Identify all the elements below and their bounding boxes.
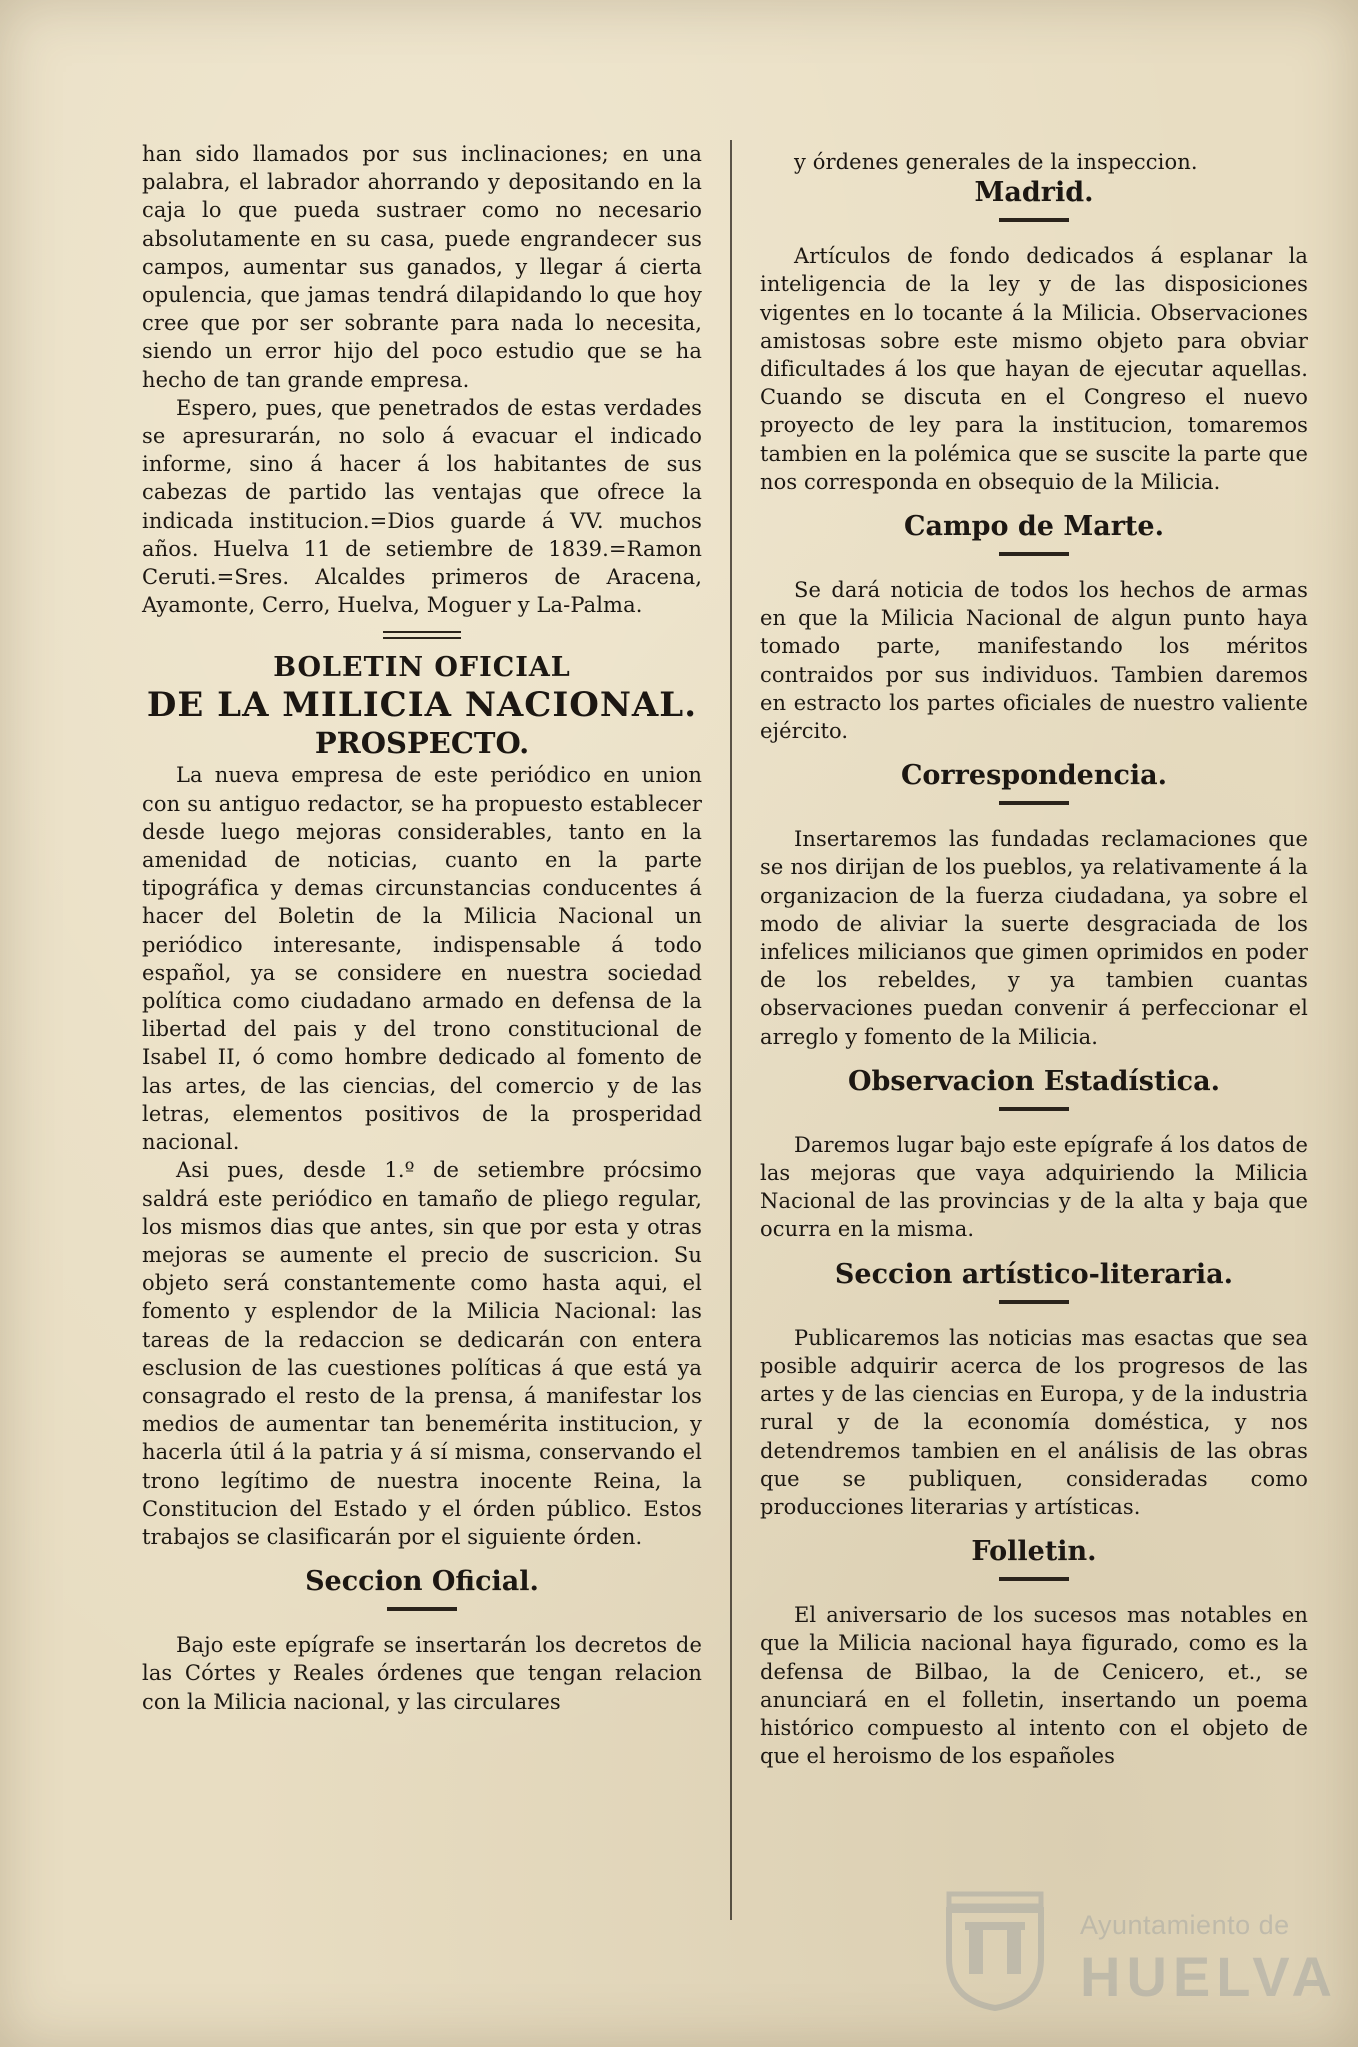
short-rule: [999, 1300, 1069, 1304]
section-heading-folletin: Folletin.: [971, 1536, 1097, 1568]
double-rule-divider: [383, 631, 461, 639]
left-column: [142, 140, 702, 1716]
paragraph-circular-closing: Espero, pues, que penetrados de estas verdades se apresurarán, no solo á evacuar el indicado informe, sino á hacer á los habitantes de sus cabezas de partido las ventajas que ofrece la indicada institucion.=Dios guarde á VV. muchos años. Huelva 11 de setiembre de 1839.=Ramon Ceruti.=Sres. Alcaldes primeros de Aracena, Ayamonte, Cerro, Huelva, Moguer y La-Palma.: [142, 395, 702, 618]
paragraph-continuation: han sido llamados por sus inclinaciones; en una palabra, el labrador ahorrando y depositando en la caja lo que pueda sustraer como no necesario absolutamente en su casa, puede engrandecer sus campos, aumentar sus ganados, y llegar á cierta opulencia, que jamas tendrá dilapidando lo que hoy cree que por ser sobrante para nada lo necesita, siendo un error hijo del poco estudio que se ha hecho de tan grande empresa.: [142, 142, 702, 392]
archive-watermark: [935, 1888, 1338, 2018]
short-rule: [999, 801, 1069, 805]
paragraph-folletin: El aniversario de los sucesos mas notables en que la Milicia nacional haya figurado, como es la defensa de Bilbao, la de Cenicero, et., se anunciará en el folletin, insertando un poema histórico compuesto al intento con el objeto de que el heroismo de los españoles: [760, 1603, 1308, 1769]
right-column: [760, 148, 1308, 1770]
paragraph-prospecto-intro: La nueva empresa de este periódico en union con su antiguo redactor, se ha propuesto establecer desde luego mejoras considerables, tanto en la amenidad de noticias, cuanto en la parte tipográfica y demas circunstancias conducentes á hacer del Boletin de la Milicia Nacional un periódico interesante, indispensable á todo español, ya se considere en nuestra sociedad política como ciudadano armado en defensa de la libertad del pais y del trono constitucional de Isabel II, ó como hombre dedicado al fomento de las artes, de las ciencias, del comercio y de las letras, elementos positivos de la prosperidad nacional.: [142, 763, 702, 1155]
paragraph-prospecto-object: Asi pues, desde 1.º de setiembre prócsimo saldrá este periódico en tamaño de pliego regular, los mismos dias que antes, sin que por esta y otras mejoras se aumente el precio de suscricion. Su objeto será constantemente como hasta aqui, el fomento y esplendor de la Milicia Nacional: las tareas de la redaccion se dedicarán con entera esclusion de las cuestiones políticas á que está ya consagrado el resto de la prensa, á manifestar los medios de aumentar tan benemérita institucion, y hacerla útil á la patria y á sí misma, conservando el trono legítimo de nuestra inocente Reina, la Constitucion del Estado y el órden público. Estos trabajos se clasificarán por el siguiente órden.: [142, 1158, 702, 1549]
paragraph-oficial: Bajo este epígrafe se insertarán los decretos de las Córtes y Reales órdenes que tengan relacion con la Milicia nacional, y las circulares: [142, 1633, 702, 1714]
watermark-line1: Ayuntamiento de: [1080, 1910, 1290, 1940]
paragraph-campo-de-marte: Se dará noticia de todos los hechos de armas en que la Milicia Nacional de algun punto haya tomado parte, manifestando los méritos contraidos por sus individuos. Tambien daremos en estracto los partes oficiales de nuestro valiente ejército.: [760, 578, 1308, 744]
section-heading-artistico-literaria: Seccion artístico-literaria.: [834, 1258, 1234, 1290]
milicia-title: DE LA MILICIA NACIONAL.: [146, 685, 698, 726]
section-heading-observacion: Observacion Estadística.: [847, 1065, 1221, 1097]
paragraph-artistico-literaria: Publicaremos las noticias mas esactas que sea posible adquirir acerca de los progresos de las artes y de las ciencias en Europa, y de la industria rural y de la economía doméstica, y nos detendremos tambien en el análisis de las obras que se publiquen, consideradas como producciones literarias y artísticas.: [760, 1325, 1308, 1519]
short-rule: [999, 552, 1069, 556]
paragraph-correspondencia: Insertaremos las fundadas reclamaciones que se nos dirijan de los pueblos, ya relativamente á la organizacion de la fuerza ciudadana, ya sobre el modo de aliviar la suerte desgraciada de los infelices milicianos que gimen oprimidos en poder de los rebeldes, y ya tambien cuantas observaciones puedan convenir á perfeccionar el arreglo y fomento de la Milicia.: [760, 827, 1308, 1049]
section-heading-oficial: Seccion Oficial.: [305, 1566, 539, 1598]
prospecto-title: PROSPECTO.: [314, 726, 530, 761]
section-heading-madrid: Madrid.: [974, 177, 1094, 209]
paragraph-madrid: Artículos de fondo dedicados á esplanar la inteligencia de la ley y de las disposiciones vigentes en lo tocante á la Milicia. Observaciones amistosas sobre este mismo objeto para obviar dificultades á los que hayan de ejecutar aquellas. Cuando se discuta en el Congreso el nuevo proyecto de ley para la institucion, tomaremos tambien en la polémica que se suscite la parte que nos corresponda en obsequio de la Milicia.: [760, 244, 1308, 494]
paragraph-observacion: Daremos lugar bajo este epígrafe á los datos de las mejoras que vaya adquiriendo la Milicia Nacional de las provincias y de la alta y baja que ocurra en la misma.: [760, 1132, 1308, 1242]
watermark-line2: HUELVA: [1080, 1945, 1338, 2008]
section-heading-correspondencia: Correspondencia.: [900, 760, 1168, 792]
short-rule: [999, 1107, 1069, 1111]
section-heading-campo-de-marte: Campo de Marte.: [904, 511, 1164, 543]
boletin-title: BOLETIN OFICIAL: [273, 652, 571, 684]
coat-of-arms-icon: [935, 1888, 1055, 2013]
short-rule: [999, 218, 1069, 222]
paragraph-continuation-right: y órdenes generales de la inspeccion.: [794, 150, 1198, 174]
short-rule: [387, 1607, 457, 1611]
short-rule: [999, 1577, 1069, 1581]
column-divider: [730, 140, 732, 1920]
